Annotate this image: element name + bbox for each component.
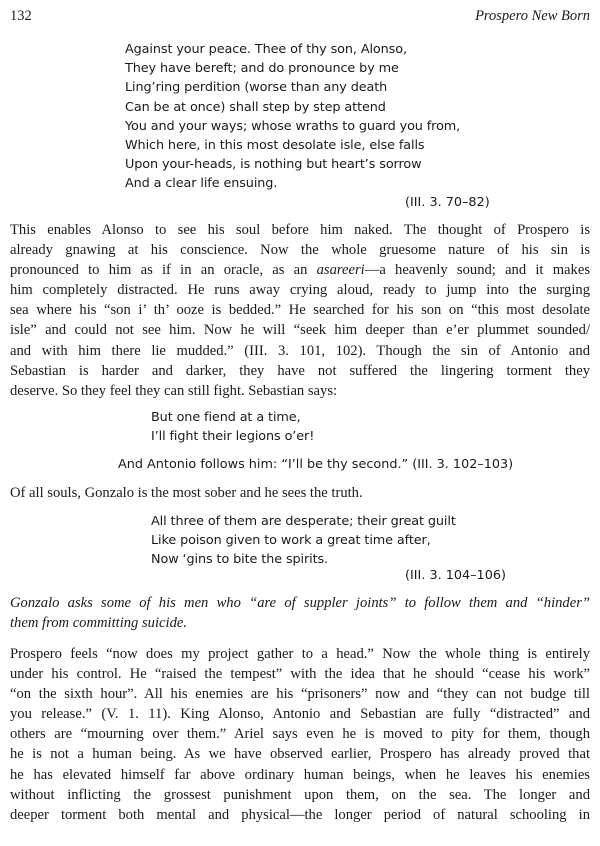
paragraph-line [10,260,590,280]
paragraph-line: deserve. So they feel they can still fight. Sebastian says: [10,382,338,399]
paragraph-line: them from committing suicide. [10,615,187,632]
verse-block-2 [151,408,314,446]
paragraph-line: Gonzalo asks some of his men who “are of suppler joints” to follow them and “hinder” [10,595,590,611]
verse-line: And a clear life ensuing. [125,176,278,192]
paragraph-line: he is not a human being. As we have observed earlier, Prospero has already proved that [10,746,590,763]
paragraph-line: you release.” (V. 1. 11). King Alonso, Antonio and Sebastian are fully “distracted” and [10,706,590,723]
paragraph-line: deeper torment both mental and physical—the longer period of natural schooling in [10,806,590,823]
paragraph-2 [10,593,590,633]
asareeri-term: asareeri [316,262,365,279]
paragraph-1 [10,220,590,401]
verse-line: You and your ways; whose wraths to guard you from, [125,118,461,134]
verse-line: But one fiend at a time, [151,410,301,425]
verse-line: Now ‘gins to bite the spirits. [151,552,329,568]
verse-line: Can be at once) shall step by step attend [125,99,386,115]
paragraph-line: Prospero feels “now does my project gather to a head.” Now the whole thing is entirely [10,646,590,662]
paragraph-line: Of all souls, Gonzalo is the most sober and he sees the truth. [10,485,363,501]
paragraph-line: and with him there lie mudded.” (III. 3. 101, 102). Though the sin of Antonio and [10,342,590,359]
paragraph-line: he has elevated himself far above ordinary human beings, when he leaves his enemies [10,766,590,783]
verse-line: They have bereft; and do pronounce by me [125,61,399,77]
paragraph-line-text: pronounced to him as if in an oracle, as an [10,262,317,279]
paragraph-line: under his control. He “raised the tempest” with the idea that he should “cease his work” [10,666,590,683]
paragraph-line: without inflicting the grossest punishment upon them, on the sea. The longer and [10,786,590,803]
paragraph-line: already gnawing at his conscience. Now the whole gruesome nature of his sin is [10,242,590,259]
verse-citation-1: (III. 3. 70–82) [405,195,490,210]
running-head: Prospero New Born [475,8,590,24]
paragraph-line: This enables Alonso to see his soul before him naked. The thought of Prospero is [10,222,590,238]
page-number: 132 [10,8,32,24]
paragraph-line: him completely distracted. He runs away crying aloud, ready to jump into the surging [10,282,590,299]
paragraph-3 [10,644,590,825]
verse-line: I’ll fight their legions o’er! [151,429,315,445]
gonzalo-intro [10,483,590,503]
verse-block-1 [125,40,460,194]
verse-line: Which here, in this most desolate isle, else falls [125,138,425,154]
paragraph-line: others are “mourning over them.” Ariel says even he is moved to pity for them, though [10,726,590,743]
paragraph-line: “on the sixth hour”. All his enemies are his “prisoners” now and “they can not budge till [10,686,590,703]
paragraph-line: sea where his “son i’ th’ ooze is bedded.” He searched for his son on “this most desolate [10,302,590,319]
verse-line: Upon your-heads, is nothing but heart’s sorrow [125,157,422,173]
verse-block-3 [151,512,456,570]
verse-citation-3: (III. 3. 104–106) [405,568,506,583]
verse-line: All three of them are desperate; their great guilt [151,514,456,529]
paragraph-line: Sebastian is harder and darker, they have not suffered the lingering torment they [10,362,590,379]
paragraph-line-text: —a heavenly sound; and it makes [364,262,590,279]
paragraph-line: isle” and could not see him. Now he will “seek him deeper than e’er plummet sounded/ [10,322,590,339]
verse-line: Against your peace. Thee of thy son, Alonso, [125,42,407,57]
verse-line: Ling’ring perdition (worse than any death [125,80,388,96]
page-header [10,8,590,28]
verse-line: Like poison given to work a great time after, [151,533,431,549]
antonio-line: And Antonio follows him: “I’ll be thy second.” (III. 3. 102–103) [118,457,514,472]
